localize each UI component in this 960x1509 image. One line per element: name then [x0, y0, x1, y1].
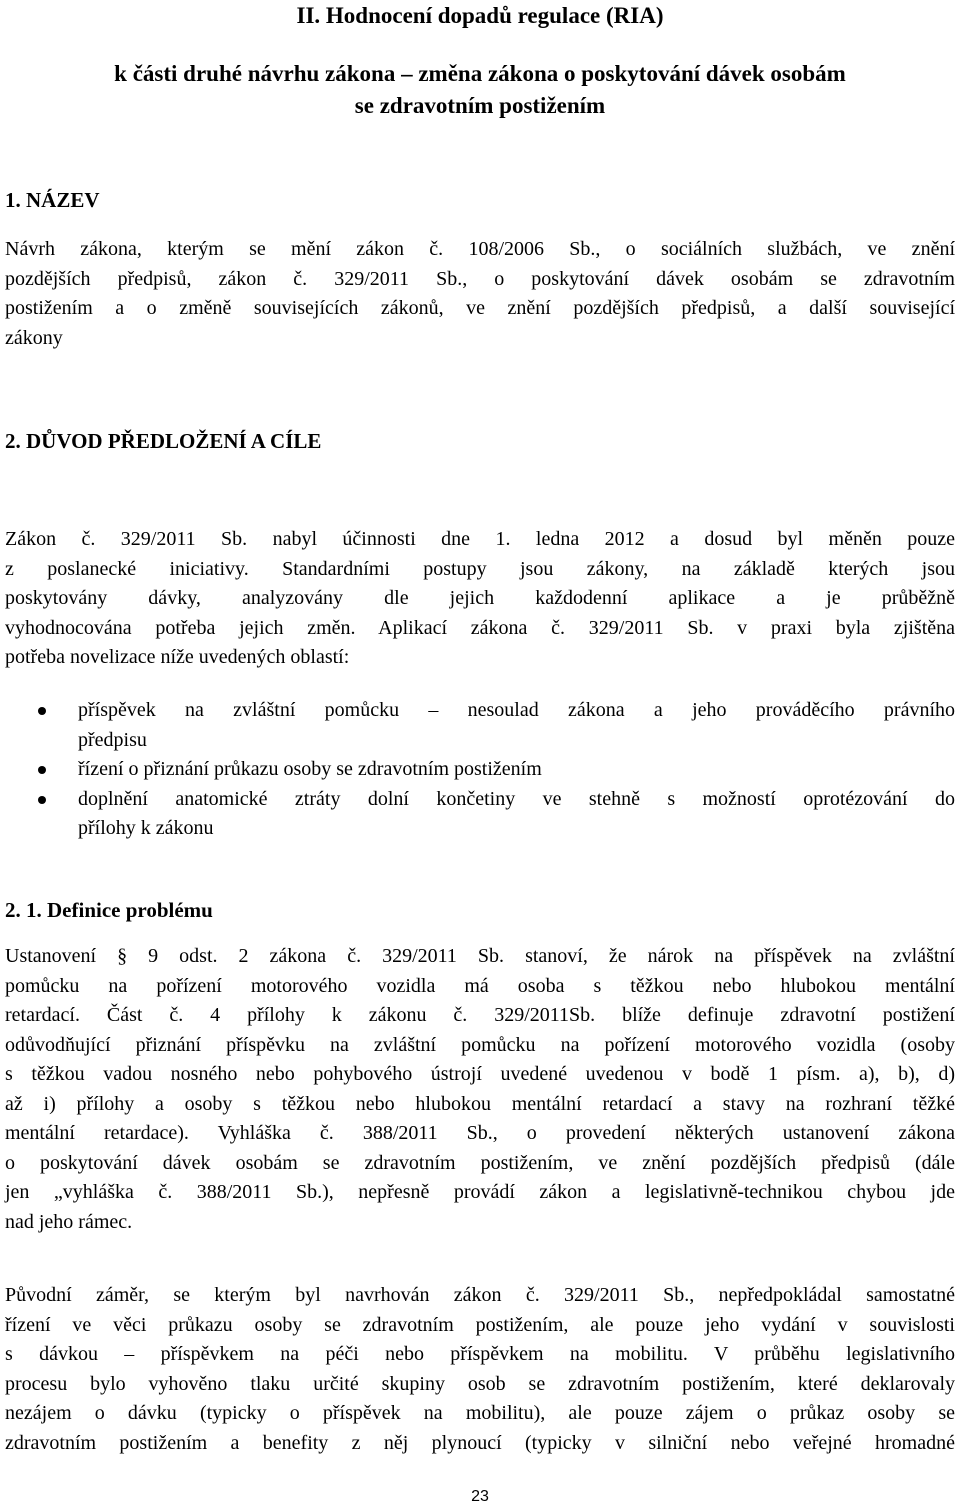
section-heading-definice: 2. 1. Definice problému [5, 898, 213, 922]
subtitle-line: se zdravotním postižením [354, 93, 606, 118]
list-item [0, 785, 955, 844]
bullet-icon [38, 707, 46, 715]
text-line: přílohy k zákonu [78, 817, 214, 839]
list-item [0, 696, 955, 755]
page-number: 23 [471, 1488, 489, 1505]
page-subtitle [0, 58, 960, 122]
text-line: vyhodnocována potřeba jejich změn. Aplikací zákona č. 329/2011 Sb. v praxi byla zjištěna [5, 616, 955, 639]
bullet-list [0, 696, 960, 844]
section-heading-nazev: 1. NÁZEV [5, 188, 100, 212]
text-line: zdravotním postižením a benefity z něj plynoucí (typicky v silniční nebo veřejné hromadné [5, 1431, 955, 1454]
text-line: poskytovány dávky, analyzovány dle jejich každodenní aplikace a je průběžně [5, 587, 955, 609]
bullet-icon [38, 796, 46, 804]
bullet-icon [38, 766, 46, 774]
text-line: řízení ve věci průkazu osoby se zdravotním postižením, ale pouze jeho vydání v souvislosti [5, 1313, 955, 1336]
text-line: Návrh zákona, kterým se mění zákon č. 108/2006 Sb., o sociálních službách, ve znění [5, 238, 955, 260]
text-line: předpisu [78, 728, 147, 751]
text-line: příspěvek na zvláštní pomůcku – nesoulad zákona a jeho prováděcího právního [78, 699, 955, 721]
text-line: mentální retardace). Vyhláška č. 388/2011 Sb., o provedení některých ustanovení zákona [5, 1122, 955, 1144]
text-line: Původní záměr, se kterým byl navrhován zákon č. 329/2011 Sb., nepředpokládal samostatné [5, 1284, 955, 1306]
text-line: potřeba novelizace níže uvedených oblastí: [5, 646, 350, 668]
text-line: až i) přílohy a osoby s těžkou nebo hlubokou mentální retardací a stavy na rozhraní těžké [5, 1092, 955, 1115]
text-line: jen „vyhláška č. 388/2011 Sb.), nepřesně provádí zákon a legislativně-technikou chybou jde [5, 1181, 955, 1203]
text-line: s dávkou – příspěvkem na péči nebo příspěvkem na mobilitu. V průběhu legislativního [5, 1343, 955, 1365]
section-nazev-text [5, 235, 955, 353]
text-line: o poskytování dávek osobám se zdravotním postižením, ve znění pozdějších předpisů (dále [5, 1151, 955, 1174]
text-line: pomůcku na pořízení motorového vozidla má osoba s těžkou nebo hlubokou mentální [5, 974, 955, 997]
text-line: zákony [5, 326, 63, 349]
text-line: retardací. Část č. 4 přílohy k zákonu č. 329/2011Sb. blíže definuje zdravotní postižení [5, 1004, 955, 1026]
subtitle-line: k části druhé návrhu zákona – změna zákona o poskytování dávek osobám [114, 61, 846, 86]
text-line: Ustanovení § 9 odst. 2 zákona č. 329/2011 Sb. stanoví, že nárok na příspěvek na zvláštní [5, 945, 955, 967]
page-title: II. Hodnocení dopadů regulace (RIA) [296, 3, 664, 28]
text-line: pozdějších předpisů, zákon č. 329/2011 Sb., o poskytování dávek osobám se zdravotním [5, 267, 955, 290]
section-heading-duvod: 2. DŮVOD PŘEDLOŽENÍ A CÍLE [5, 429, 322, 453]
text-line: doplnění anatomické ztráty dolní končetiny ve stehně s možností oprotézování do [78, 787, 955, 810]
text-line: nezájem o dávku (typicky o příspěvek na mobilitu), ale pouze zájem o průkaz osoby se [5, 1402, 955, 1424]
text-line: Zákon č. 329/2011 Sb. nabyl účinnosti dne 1. ledna 2012 a dosud byl měněn pouze [5, 528, 955, 550]
list-item [0, 755, 955, 785]
section-definice-para1 [5, 942, 955, 1237]
text-line: odůvodňující přiznání příspěvku na zvláštní pomůcku na pořízení motorového vozidla (osoby [5, 1033, 955, 1056]
section-duvod-text [5, 525, 955, 673]
text-line: nad jeho rámec. [5, 1210, 133, 1233]
text-line: postižením a o změně souvisejících zákonů, ve znění pozdějších předpisů, a další související [5, 297, 955, 319]
text-line: řízení o přiznání průkazu osoby se zdravotním postižením [78, 758, 542, 780]
text-line: s těžkou vadou nosného nebo pohybového ústrojí uvedené uvedenou v bodě 1 písm. a), b), d) [5, 1063, 955, 1085]
text-line: procesu bylo vyhověno tlaku určité skupiny osob se zdravotním postižením, které deklarovaly [5, 1372, 955, 1395]
section-definice-para2 [5, 1281, 955, 1458]
text-line: z poslanecké iniciativy. Standardními postupy jsou zákony, na základě kterých jsou [5, 557, 955, 580]
